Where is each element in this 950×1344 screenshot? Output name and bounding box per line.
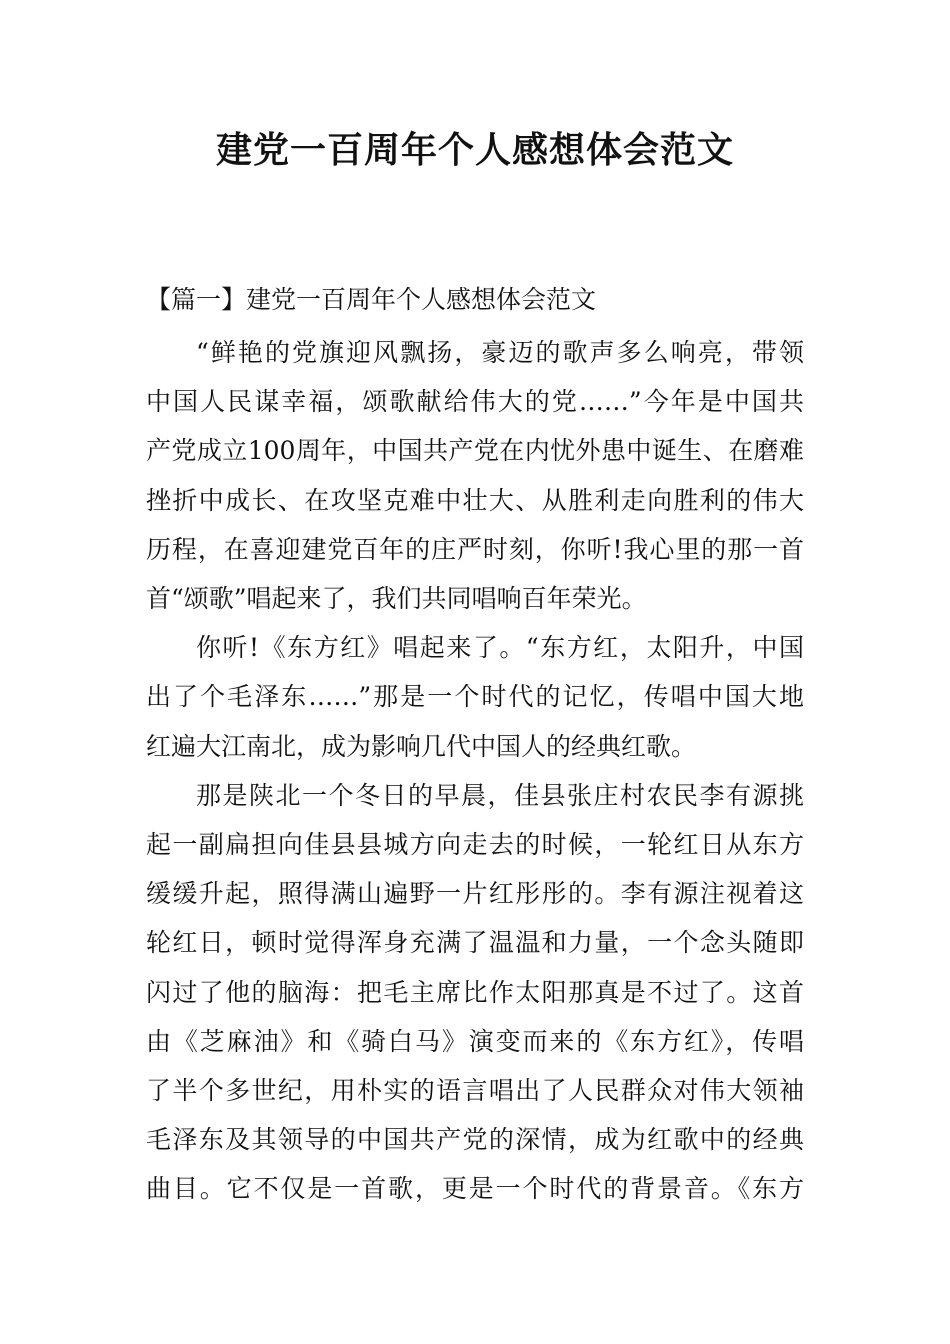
text-line: 起一副扁担向佳县县城方向走去的时候，一轮红日从东方 (146, 830, 804, 860)
text-line: 那是陕北一个冬日的早晨，佳县张庄村农民李有源挑 (196, 780, 804, 810)
text-line: 轮红日，顿时觉得浑身充满了温温和力量，一个念头随即 (146, 928, 804, 958)
text-line: 了半个多世纪，用朴实的语言唱出了人民群众对伟大领袖 (146, 1076, 804, 1106)
text-line: 产党成立100周年，中国共产党在内忧外患中诞生、在磨难 (146, 436, 804, 466)
section-heading: 【篇一】建党一百周年个人感想体会范文 (146, 285, 597, 314)
text-line: 中国人民谋幸福，颂歌献给伟大的党……”今年是中国共 (146, 387, 804, 417)
text-line: 由《芝麻油》和《骑白马》演变而来的《东方红》，传唱 (146, 1026, 804, 1056)
text-line: 历程，在喜迎建党百年的庄严时刻，你听!我心里的那一首 (146, 534, 804, 564)
text-line: 红遍大江南北，成为影响几代中国人的经典红歌。 (146, 731, 697, 761)
text-line: 曲目。它不仅是一首歌，更是一个时代的背景音。《东方 (146, 1174, 804, 1204)
text-line: 闪过了他的脑海：把毛主席比作太阳那真是不过了。这首 (146, 977, 804, 1007)
text-line: 你听!《东方红》唱起来了。“东方红，太阳升，中国 (196, 633, 804, 663)
text-line: 首“颂歌”唱起来了，我们共同唱响百年荣光。 (146, 584, 647, 614)
text-line: 出了个毛泽东……”那是一个时代的记忆，传唱中国大地 (146, 682, 804, 712)
text-line: 挫折中成长、在攻坚克难中壮大、从胜利走向胜利的伟大 (146, 485, 804, 515)
document-title: 建党一百周年个人感想体会范文 (215, 130, 734, 171)
text-line: “鲜艳的党旗迎风飘扬，豪迈的歌声多么响亮，带领 (196, 338, 804, 367)
document-body (146, 328, 804, 1214)
text-line: 毛泽东及其领导的中国共产党的深情，成为红歌中的经典 (146, 1125, 804, 1155)
text-line: 缓缓升起，照得满山遍野一片红彤彤的。李有源注视着这 (146, 879, 804, 909)
paragraph-2 (146, 623, 804, 771)
paragraph-3 (146, 771, 804, 1214)
paragraph-1 (146, 328, 804, 623)
